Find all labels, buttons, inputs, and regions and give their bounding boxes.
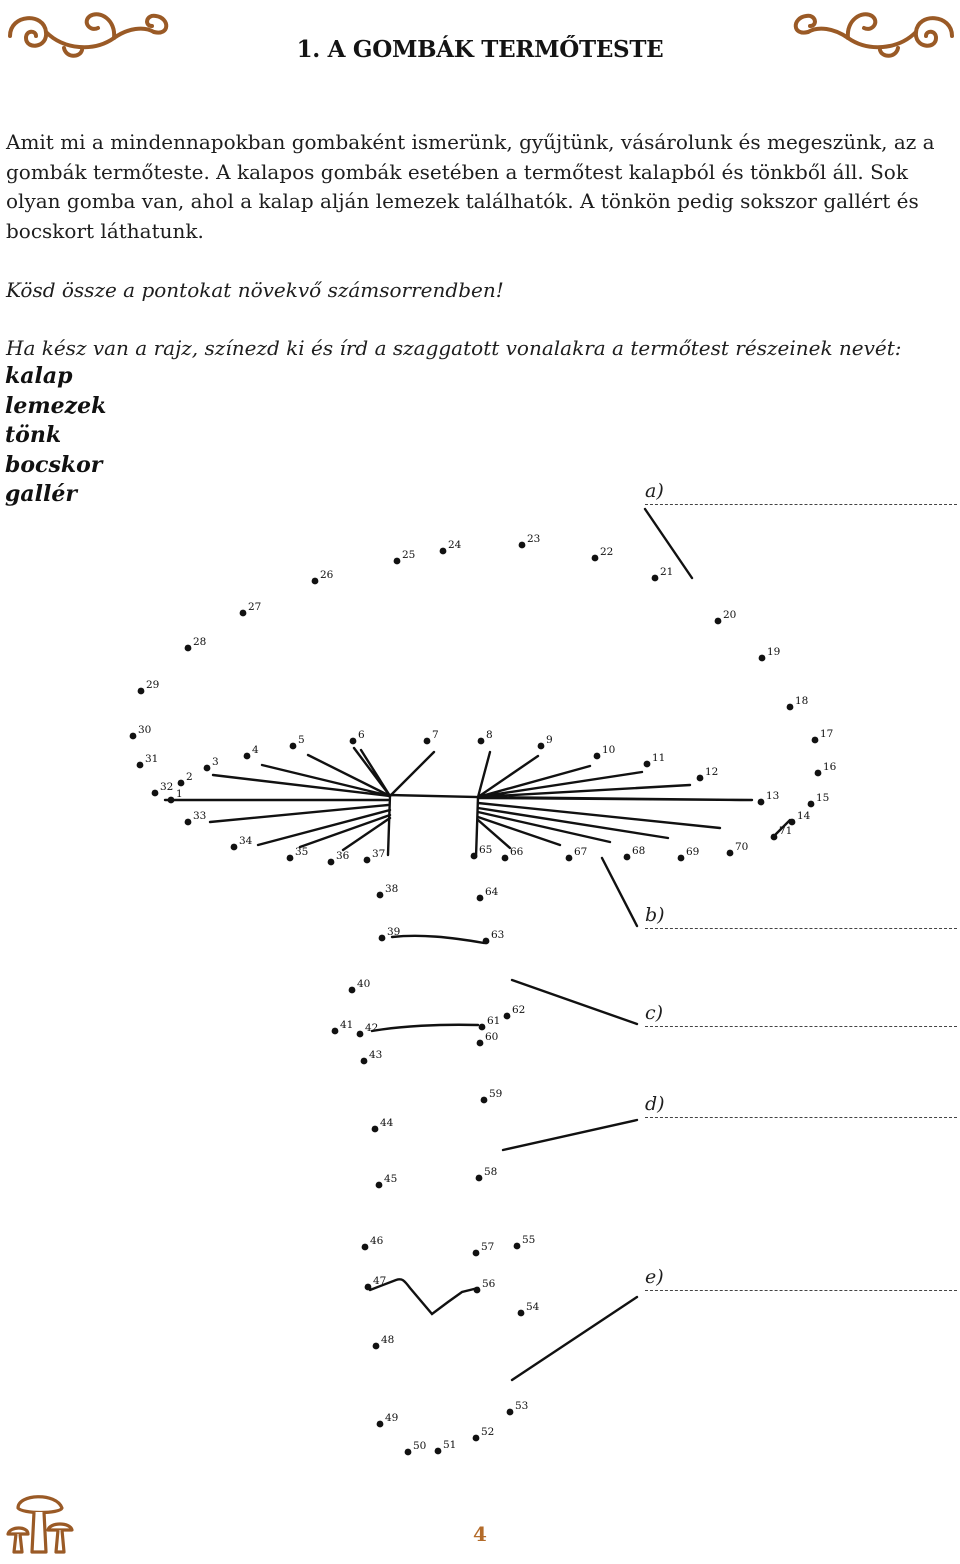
ring-line [392,936,484,943]
dot-marker [644,761,651,768]
dot-45 [376,1173,398,1188]
word-gallér: gallér [5,481,77,507]
dot-marker [652,575,659,582]
dot-marker [473,1435,480,1442]
gill-lines-right [478,752,752,848]
word-list [5,362,106,510]
dot-6 [350,729,365,744]
dot-number: 49 [385,1412,399,1424]
connect-dots-instruction: Kösd össze a pontokat növekvő számsorrendben! [6,278,504,302]
dot-number: 9 [546,734,553,746]
dot-49 [377,1412,399,1427]
dot-marker [477,895,484,902]
dot-marker [185,645,192,652]
dot-26 [312,569,334,584]
dot-51 [435,1439,457,1454]
dot-8 [478,729,493,744]
word-kalap: kalap [5,363,73,389]
dot-marker [424,738,431,745]
dot-number: 55 [522,1234,536,1246]
dot-marker [204,765,211,772]
dot-marker [231,844,238,851]
dot-number: 33 [193,810,207,822]
dot-47 [365,1275,387,1290]
dot-marker [290,743,297,750]
dot-55 [514,1234,536,1249]
dot-marker [715,618,722,625]
dot-marker [377,1421,384,1428]
dot-52 [473,1426,495,1441]
dot-marker [372,1126,379,1133]
dot-67 [566,846,588,861]
dot-5 [290,734,305,749]
page-title: 1. A GOMBÁK TERMŐTESTE [296,36,664,63]
dot-marker [476,1175,483,1182]
dot-60 [477,1031,499,1046]
dot-number: 19 [767,646,781,658]
dot-4 [244,744,259,759]
dot-marker [518,1310,525,1317]
dot-number: 57 [481,1241,495,1253]
dot-number: 44 [380,1117,394,1129]
dot-marker [365,1284,372,1291]
dot-number: 5 [298,734,305,746]
word-bocskor: bocskor [5,451,103,478]
answer-line-d[interactable] [645,1093,957,1118]
dot-marker [815,770,822,777]
dot-33 [185,810,207,825]
dot-41 [332,1019,354,1034]
dashed-line[interactable] [645,928,957,929]
dot-marker [758,799,765,806]
dot-69 [678,846,700,861]
dot-marker [474,1287,481,1294]
dot-marker [592,555,599,562]
dot-number: 17 [820,728,834,740]
dot-31 [137,753,159,768]
dot-34 [231,835,253,850]
dot-marker [808,801,815,808]
dot-number: 56 [482,1278,496,1290]
dot-44 [372,1117,394,1132]
dot-65 [471,844,493,859]
dot-number: 1 [176,788,183,800]
dot-marker [727,850,734,857]
dot-number: 69 [686,846,700,858]
dot-marker [362,1244,369,1251]
dot-marker [349,987,356,994]
dot-number: 21 [660,566,674,578]
dot-number: 20 [723,609,737,621]
dot-number: 16 [823,761,837,773]
dot-number: 18 [795,695,809,707]
intro-paragraph: Amit mi a mindennapokban gombaként ismerünk, gyűjtünk, vásárolunk és megeszünk, az a gombák termőteste. A kalapos gombák esetében a termőtest kalapból és tönkből áll. Sok olyan gomba van, ahol a kalap alján lemezek találhatók. A tönkön pedig sokszor gallért és bocskort láthatunk. [6,130,935,243]
dot-22 [592,546,614,561]
dot-number: 29 [146,679,160,691]
dot-3 [204,756,219,771]
dot-marker [483,938,490,945]
dot-35 [287,846,309,861]
dot-number: 46 [370,1235,384,1247]
dashed-line[interactable] [645,504,957,505]
dot-marker [787,704,794,711]
answer-label-e: e) [645,1266,664,1288]
dot-marker [137,762,144,769]
dot-37 [364,848,386,863]
dot-number: 39 [387,926,401,938]
dot-number: 61 [487,1015,501,1027]
dot-36 [328,850,350,865]
dot-53 [507,1400,529,1415]
dot-marker [240,610,247,617]
dot-42 [357,1022,379,1037]
dot-number: 45 [384,1173,398,1185]
dot-marker [678,855,685,862]
dot-marker [566,855,573,862]
dot-number: 48 [381,1334,395,1346]
dot-43 [361,1049,383,1064]
dot-marker [373,1343,380,1350]
dot-marker [477,1040,484,1047]
dot-marker [440,548,447,555]
dot-marker [138,688,145,695]
dot-marker [152,790,159,797]
dot-number: 62 [512,1004,526,1016]
dot-23 [519,533,541,548]
dot-marker [435,1448,442,1455]
dot-40 [349,978,371,993]
dot-48 [373,1334,395,1349]
dot-marker [594,753,601,760]
dot-30 [130,724,152,739]
dot-2 [178,771,193,786]
pointer-line-e [512,1297,637,1380]
dot-marker [812,737,819,744]
dot-13 [758,790,780,805]
dot-12 [697,766,719,781]
dot-number: 35 [295,846,309,858]
dot-number: 31 [145,753,159,765]
dot-number: 59 [489,1088,503,1100]
dot-25 [394,549,416,564]
dot-59 [481,1088,503,1103]
dot-marker [379,935,386,942]
dot-number: 26 [320,569,334,581]
stem-top-outline [388,795,478,857]
dashed-line[interactable] [645,1117,957,1118]
dot-39 [379,926,401,941]
dot-20 [715,609,737,624]
dot-number: 14 [797,810,811,822]
dot-56 [474,1278,496,1293]
dot-number: 40 [357,978,371,990]
dot-marker [471,853,478,860]
dot-marker [312,578,319,585]
answer-label-b: b) [645,904,665,926]
dot-71 [771,825,793,840]
dot-marker [759,655,766,662]
dot-number: 25 [402,549,416,561]
dot-28 [185,636,207,651]
dot-number: 64 [485,886,499,898]
dot-number: 47 [373,1275,387,1287]
dot-marker [502,855,509,862]
dot-number: 43 [369,1049,383,1061]
dot-50 [405,1440,427,1455]
mushroom-icon [4,1486,76,1558]
dot-9 [538,734,553,749]
dot-number: 71 [779,825,793,837]
pointer-line-c [512,980,637,1024]
dot-number: 65 [479,844,493,856]
dot-64 [477,886,499,901]
dot-38 [377,883,399,898]
volva-line [370,1279,478,1314]
dot-number: 24 [448,539,462,551]
pointer-line-d [503,1120,637,1150]
dot-number: 2 [186,771,193,783]
dot-21 [652,566,674,581]
dot-57 [473,1241,495,1256]
dot-27 [240,601,262,616]
answer-line-b[interactable] [645,904,957,929]
dot-marker [350,738,357,745]
dot-marker [507,1409,514,1416]
dot-marker [481,1097,488,1104]
dot-marker [287,855,294,862]
dot-number: 4 [252,744,259,756]
dot-marker [357,1031,364,1038]
dot-32 [152,781,174,796]
pointer-line-a [645,509,692,578]
dot-number: 22 [600,546,614,558]
dot-number: 52 [481,1426,495,1438]
dot-61 [479,1015,501,1030]
dot-marker [624,854,631,861]
dot-number: 13 [766,790,780,802]
answer-line-c[interactable] [645,1002,957,1027]
dot-marker [789,819,796,826]
dot-marker [332,1028,339,1035]
dot-number: 54 [526,1301,540,1313]
dot-marker [519,542,526,549]
dot-marker [328,859,335,866]
dot-number: 58 [484,1166,498,1178]
dot-58 [476,1166,498,1181]
dot-19 [759,646,781,661]
dot-number: 23 [527,533,541,545]
dot-15 [808,792,830,807]
answer-label-c: c) [645,1002,664,1024]
dot-marker [178,780,185,787]
dashed-line[interactable] [645,1026,957,1027]
dot-marker [771,834,778,841]
dot-46 [362,1235,384,1250]
dot-marker [168,797,175,804]
dot-18 [787,695,809,710]
pointer-line-b [602,858,637,926]
dot-number: 38 [385,883,399,895]
dot-number: 70 [735,841,749,853]
dot-number: 41 [340,1019,354,1031]
answer-label-d: d) [645,1093,665,1115]
dot-number: 30 [138,724,152,736]
dot-marker [377,892,384,899]
dot-number: 37 [372,848,386,860]
dot-number: 50 [413,1440,427,1452]
dot-number: 7 [432,729,439,741]
answer-line-a[interactable] [645,480,957,505]
dot-number: 27 [248,601,262,613]
dot-marker [538,743,545,750]
edge-stroke-14 [776,820,790,834]
dot-marker [361,1058,368,1065]
dot-70 [727,841,749,856]
dot-24 [440,539,462,554]
dot-number: 3 [212,756,219,768]
stem-middle-line [372,1025,478,1031]
dot-16 [815,761,837,776]
dot-66 [502,846,524,861]
dot-marker [405,1449,412,1456]
dot-number: 36 [336,850,350,862]
dot-1 [168,788,183,803]
dot-number: 32 [160,781,174,793]
dot-63 [483,929,505,944]
dot-number: 53 [515,1400,529,1412]
dot-17 [812,728,834,743]
dot-number: 10 [602,744,616,756]
dot-marker [394,558,401,565]
dot-marker [478,738,485,745]
word-tonk: tönk [5,422,62,448]
dot-number: 11 [652,752,666,764]
dot-number: 60 [485,1031,499,1043]
dot-29 [138,679,160,694]
dot-marker [376,1182,383,1189]
dashed-line[interactable] [645,1290,957,1291]
dot-number: 28 [193,636,207,648]
dot-number: 15 [816,792,830,804]
dot-marker [130,733,137,740]
dot-7 [424,729,439,744]
dot-marker [473,1250,480,1257]
dot-68 [624,845,646,860]
dot-number: 42 [365,1022,379,1034]
word-lemezek: lemezek [5,392,107,419]
answer-line-e[interactable] [645,1266,957,1291]
gill-lines-left [165,748,434,850]
dot-62 [504,1004,526,1019]
dot-number: 66 [510,846,524,858]
dot-marker [244,753,251,760]
dot-10 [594,744,616,759]
dot-marker [697,775,704,782]
dot-number: 67 [574,846,588,858]
dot-marker [364,857,371,864]
dot-number: 34 [239,835,253,847]
page-number: 4 [473,1522,487,1546]
dot-marker [479,1024,486,1031]
dot-number: 68 [632,845,646,857]
dot-number: 8 [486,729,493,741]
dot-number: 51 [443,1439,457,1451]
dot-number: 6 [358,729,365,741]
dot-marker [514,1243,521,1250]
dot-54 [518,1301,540,1316]
dot-number: 63 [491,929,505,941]
dot-marker [185,819,192,826]
dot-14 [789,810,811,825]
answer-label-a: a) [645,480,664,502]
dot-11 [644,752,666,767]
dot-number: 12 [705,766,719,778]
color-label-instruction: Ha kész van a rajz, színezd ki és írd a szaggatott vonalakra a termőtest részeinek nevét: [6,336,902,360]
dot-marker [504,1013,511,1020]
